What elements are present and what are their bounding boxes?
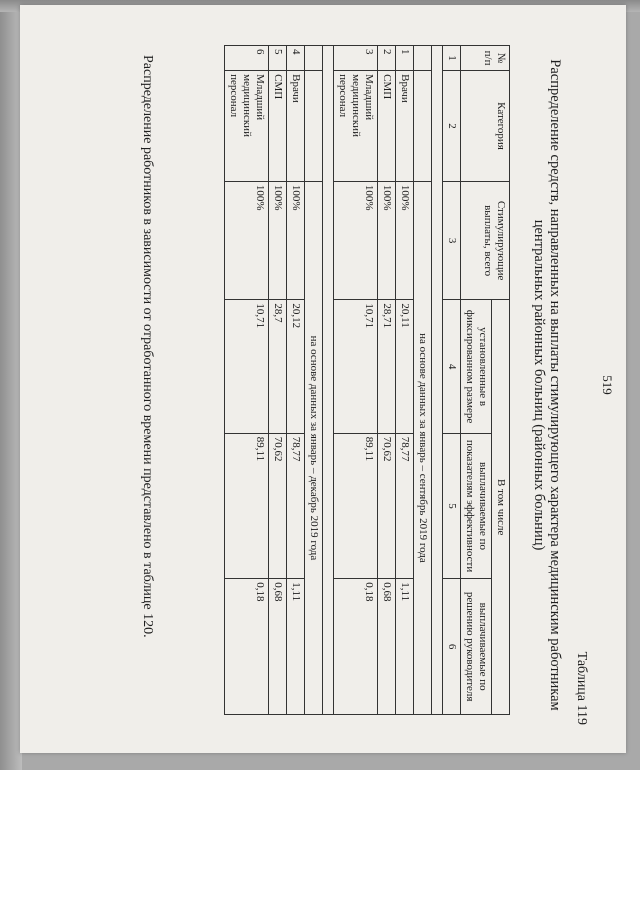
- row-fixed: 10,71: [334, 300, 378, 433]
- row-director: 1,11: [396, 579, 414, 715]
- row-num: 3: [334, 46, 378, 71]
- row-category: Младший медицинский персонал: [225, 71, 269, 182]
- header-incl: В том числе: [492, 300, 510, 715]
- row-num: 2: [378, 46, 396, 71]
- table-row: [396, 46, 414, 715]
- column-number-row: [443, 46, 461, 715]
- row-director: 0,18: [225, 579, 269, 715]
- row-fixed: 28,7: [269, 300, 287, 433]
- table-title-line-1: Распределение средств, направленных на выплаты стимулирующего характера медицинским работникам: [547, 59, 563, 711]
- table-row: [378, 46, 396, 715]
- row-fixed: 10,71: [225, 300, 269, 433]
- col-number: 4: [443, 300, 461, 433]
- table-title-line-2: центральных районных больниц (районных больниц): [531, 219, 547, 551]
- distribution-table: [224, 45, 510, 715]
- row-num: 5: [269, 46, 287, 71]
- row-director: 0,68: [269, 579, 287, 715]
- row-category: СМП: [269, 71, 287, 182]
- col-number: 6: [443, 579, 461, 715]
- row-num: 6: [225, 46, 269, 71]
- row-total: 100%: [269, 181, 287, 300]
- row-efficiency: 70,62: [269, 433, 287, 579]
- row-total: 100%: [378, 181, 396, 300]
- section-label: на основе данных за январь – сентябрь 2019 года: [414, 181, 432, 714]
- row-efficiency: 89,11: [225, 433, 269, 579]
- section-blank: [305, 46, 323, 71]
- col-number: 3: [443, 181, 461, 300]
- col-number: 2: [443, 71, 461, 182]
- rotated-page-content: [65, 35, 625, 735]
- row-category: Младший медицинский персонал: [334, 71, 378, 182]
- table-row: [334, 46, 378, 715]
- header-row-1: [492, 46, 510, 715]
- spacer-row: [432, 46, 443, 715]
- row-fixed: 20,11: [396, 300, 414, 433]
- row-efficiency: 89,11: [334, 433, 378, 579]
- table-row: [287, 46, 305, 715]
- header-total: Стимулирующие выплаты, всего: [461, 181, 510, 300]
- header-director: выплачиваемые по решению руководителя: [461, 579, 492, 715]
- row-director: 0,68: [378, 579, 396, 715]
- section-blank: [305, 71, 323, 182]
- header-fixed: установленные в фиксированном размере: [461, 300, 492, 433]
- section-blank: [414, 71, 432, 182]
- col-number: 5: [443, 433, 461, 579]
- scanner-edge: [0, 0, 22, 770]
- row-category: СМП: [378, 71, 396, 182]
- row-director: 0,18: [334, 579, 378, 715]
- row-director: 1,11: [287, 579, 305, 715]
- section-label: на основе данных за январь – декабрь 2019 года: [305, 181, 323, 714]
- document-page: [20, 5, 626, 753]
- table-title: [531, 35, 563, 735]
- row-efficiency: 78,77: [287, 433, 305, 579]
- row-category: Врачи: [396, 71, 414, 182]
- table-row: [225, 46, 269, 715]
- row-fixed: 28,71: [378, 300, 396, 433]
- row-total: 100%: [396, 181, 414, 300]
- header-num: № п/п: [461, 46, 510, 71]
- section-header-row: [305, 46, 323, 715]
- row-total: 100%: [334, 181, 378, 300]
- row-efficiency: 70,62: [378, 433, 396, 579]
- row-fixed: 20,12: [287, 300, 305, 433]
- row-category: Врачи: [287, 71, 305, 182]
- page-number: 519: [600, 375, 615, 395]
- row-total: 100%: [225, 181, 269, 300]
- section-blank: [414, 46, 432, 71]
- table-label: Таблица 119: [574, 651, 589, 725]
- row-efficiency: 78,77: [396, 433, 414, 579]
- col-number: 1: [443, 46, 461, 71]
- header-efficiency: выплачиваемые по показателям эффективности: [461, 433, 492, 579]
- row-num: 4: [287, 46, 305, 71]
- table-row: [269, 46, 287, 715]
- footer-paragraph: Распределение работников в зависимости от отработанного времени представлено в таблице 120.: [140, 55, 155, 638]
- spacer-row: [323, 46, 334, 715]
- section-header-row: [414, 46, 432, 715]
- header-category: Категория: [461, 71, 510, 182]
- row-num: 1: [396, 46, 414, 71]
- row-total: 100%: [287, 181, 305, 300]
